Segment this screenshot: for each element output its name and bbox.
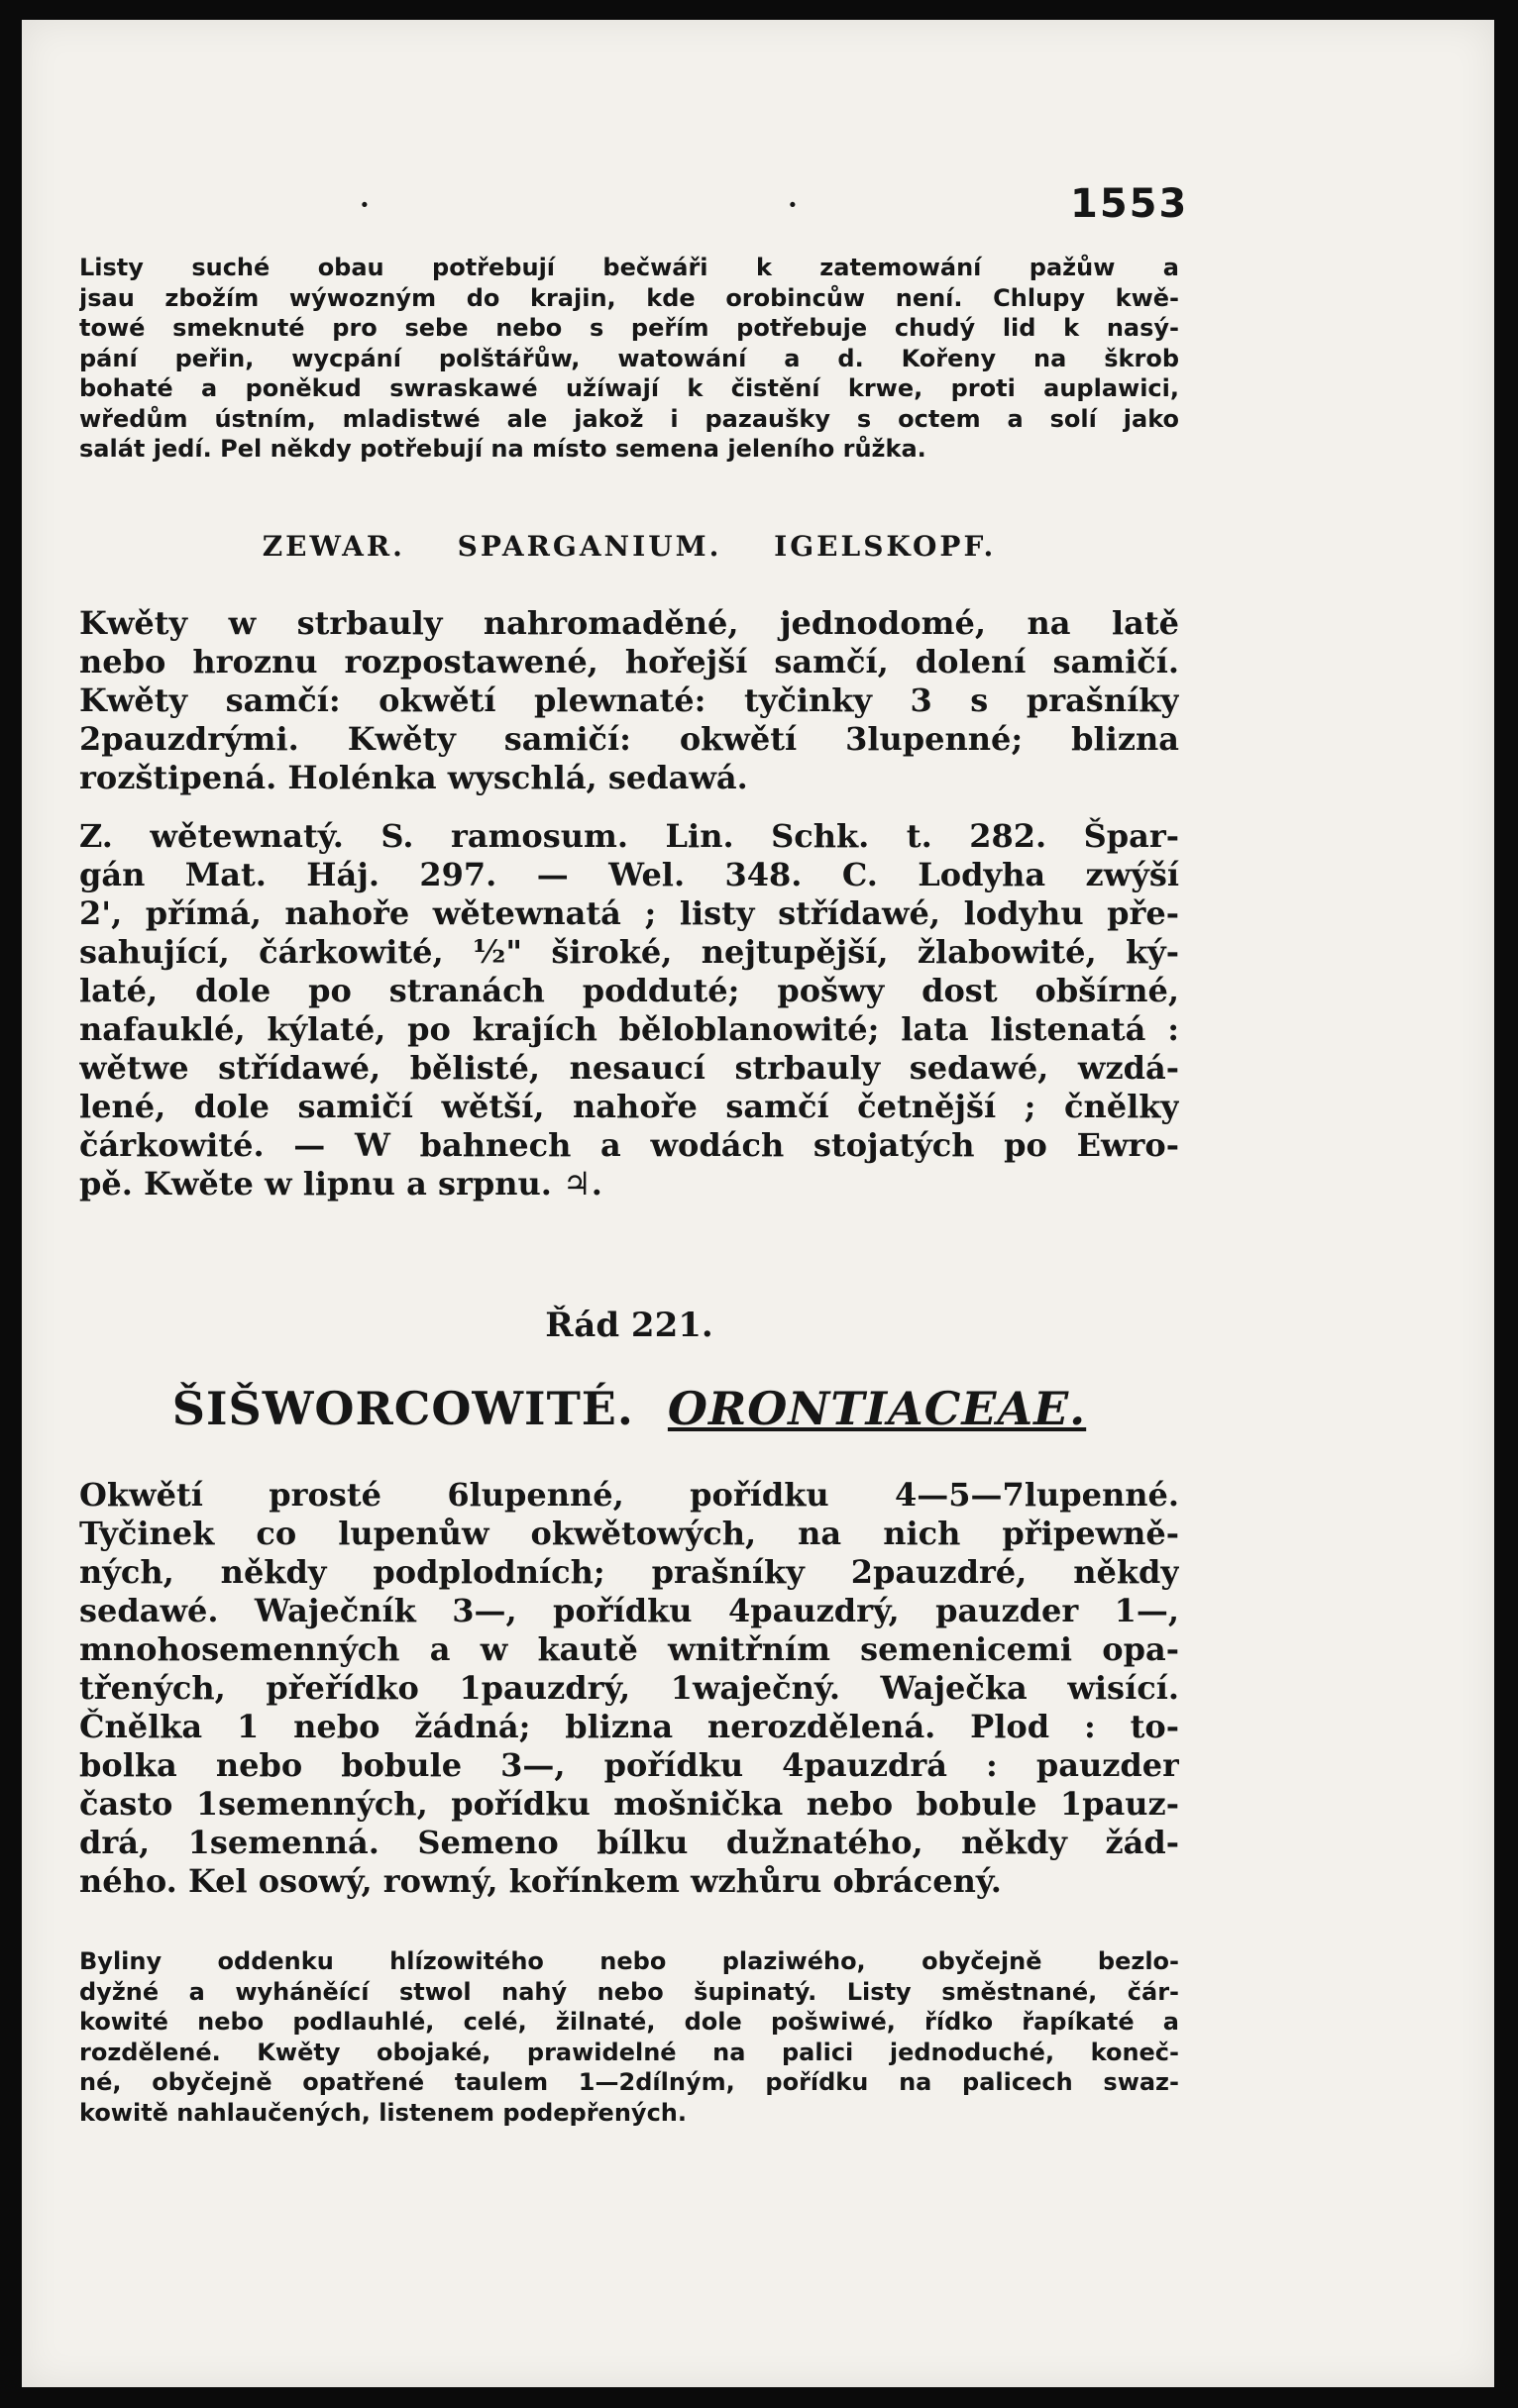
genus-heading <box>79 530 1179 563</box>
text-line: bohaté a poněkud swraskawé užíwají k čistění krwe, proti auplawici, <box>79 374 1179 402</box>
text-line: dyžné a wyháněící stwol nahý nebo šupinatý. Listy směstnané, čár- <box>79 1977 1179 2006</box>
family-heading <box>79 1382 1179 1435</box>
text-line: ných, někdy podplodních; prašníky 2pauzdré, někdy <box>79 1553 1179 1591</box>
species-description <box>79 817 1179 1204</box>
text-line: Tyčinek co lupenůw okwětowých, na nich připewně- <box>79 1515 1179 1552</box>
text-line: gán Mat. Háj. 297. — Wel. 348. C. Lodyha zwýší <box>79 856 1179 893</box>
text-line: kowitě nahlaučených, listenem podepřených. <box>79 2098 687 2127</box>
text-line: wětwe střídawé, bělisté, nesaucí strbauly sedawé, wzdá- <box>79 1049 1179 1087</box>
text-line: Kwěty w strbauly nahromaděné, jednodomé, na latě <box>79 604 1179 642</box>
text-line: Čnělka 1 nebo žádná; blizna nerozdělená. Plod : to- <box>79 1708 1179 1745</box>
text-line: lené, dole samičí wětší, nahoře samčí četnější ; čnělky <box>79 1088 1179 1125</box>
text-line: Listy suché obau potřebují bečwáři k zatemowání pažůw a <box>79 254 1179 281</box>
family-czech: ŠIŠWORCOWITÉ. <box>171 1382 634 1435</box>
text-line: 2pauzdrými. Kwěty samičí: okwětí 3lupenné; blizna <box>79 720 1179 758</box>
text-line: Okwětí prosté 6lupenné, pořídku 4—5—7lupenné. <box>79 1476 1179 1514</box>
text-line: laté, dole po stranách podduté; pošwy dost obšírné, <box>79 972 1179 1009</box>
text-line: wředům ústním, mladistwé ale jakož i pazaušky s octem a solí jako <box>79 404 1179 433</box>
text-line: towé smeknuté pro sebe nebo s peřím potřebuje chudý lid k nasý- <box>79 314 1179 342</box>
text-line: pání peřin, wycpání polštářůw, watowání a d. Kořeny na škrob <box>79 344 1179 372</box>
family-latin: ORONTIACEAE. <box>667 1382 1087 1435</box>
genus-german: IGELSKOPF. <box>774 530 997 563</box>
text-line: rozdělené. Kwěty obojaké, prawidelné na palici jednoduché, koneč- <box>79 2038 1179 2066</box>
genus-description <box>79 604 1179 797</box>
text-line: Byliny oddenku hlízowitého nebo plaziwého, obyčejně bezlo- <box>79 1947 1179 1975</box>
text-line: třených, přeřídko 1pauzdrý, 1waječný. Waječka wisící. <box>79 1669 1179 1707</box>
text-line: 2', přímá, nahoře wětewnatá ; listy střídawé, lodyhu pře- <box>79 894 1179 932</box>
text-line: nebo hroznu rozpostawené, hořejší samčí, dolení samičí. <box>79 643 1179 681</box>
text-line: kowité nebo podlauhlé, celé, žilnaté, dole pošwiwé, řídko řapíkaté a <box>79 2008 1179 2036</box>
text-line: sedawé. Waječník 3—, pořídku 4pauzdrý, pauzder 1—, <box>79 1592 1179 1629</box>
genus-czech: ZEWAR. <box>262 530 405 563</box>
top-small-paragraph <box>79 253 1179 465</box>
text-line: mnohosemenných a w kautě wnitřním semenicemi opa- <box>79 1630 1179 1668</box>
text-line: salát jedí. Pel někdy potřebují na místo semena jeleního růžka. <box>79 435 926 463</box>
text-line: ného. Kel osowý, rowný, kořínkem wzhůru obrácený. <box>79 1862 1002 1900</box>
text-line: rozštipená. Holénka wyschlá, sedawá. <box>79 759 748 796</box>
text-line: Kwěty samčí: okwětí plewnaté: tyčinky 3 s prašníky <box>79 681 1179 719</box>
order-heading: Řád 221. <box>545 1306 713 1345</box>
text-line: Z. wětewnatý. S. ramosum. Lin. Schk. t. 282. Špar- <box>79 817 1179 855</box>
text-line: nafauklé, kýlaté, po krajích běloblanowité; lata listenatá : <box>79 1010 1179 1048</box>
text-line: čárkowité. — W bahnech a wodách stojatých po Ewro- <box>79 1126 1179 1164</box>
printer-dot: · <box>788 188 798 221</box>
text-line: bolka nebo bobule 3—, pořídku 4pauzdrá : pauzder <box>79 1746 1179 1784</box>
bottom-small-paragraph <box>79 1946 1179 2128</box>
text-line: né, obyčejně opatřené taulem 1—2dílným, pořídku na palicech swaz- <box>79 2068 1179 2096</box>
text-line: sahující, čárkowité, ½" široké, nejtupější, žlabowité, ký- <box>79 933 1179 971</box>
text-line: drá, 1semenná. Semeno bílku dužnatého, někdy žád- <box>79 1824 1179 1861</box>
text-line: často 1semenných, pořídku mošnička nebo bobule 1pauz- <box>79 1785 1179 1823</box>
family-description <box>79 1476 1179 1901</box>
text-line: jsau zbožím wýwozným do krajin, kde orobincůw není. Chlupy kwě- <box>79 283 1179 312</box>
genus-latin: SPARGANIUM. <box>457 530 722 563</box>
printer-dot: · <box>360 188 370 221</box>
page-number: 1553 <box>1070 181 1189 227</box>
text-line: pě. Kwěte w lipnu a srpnu. ♃. <box>79 1165 602 1203</box>
